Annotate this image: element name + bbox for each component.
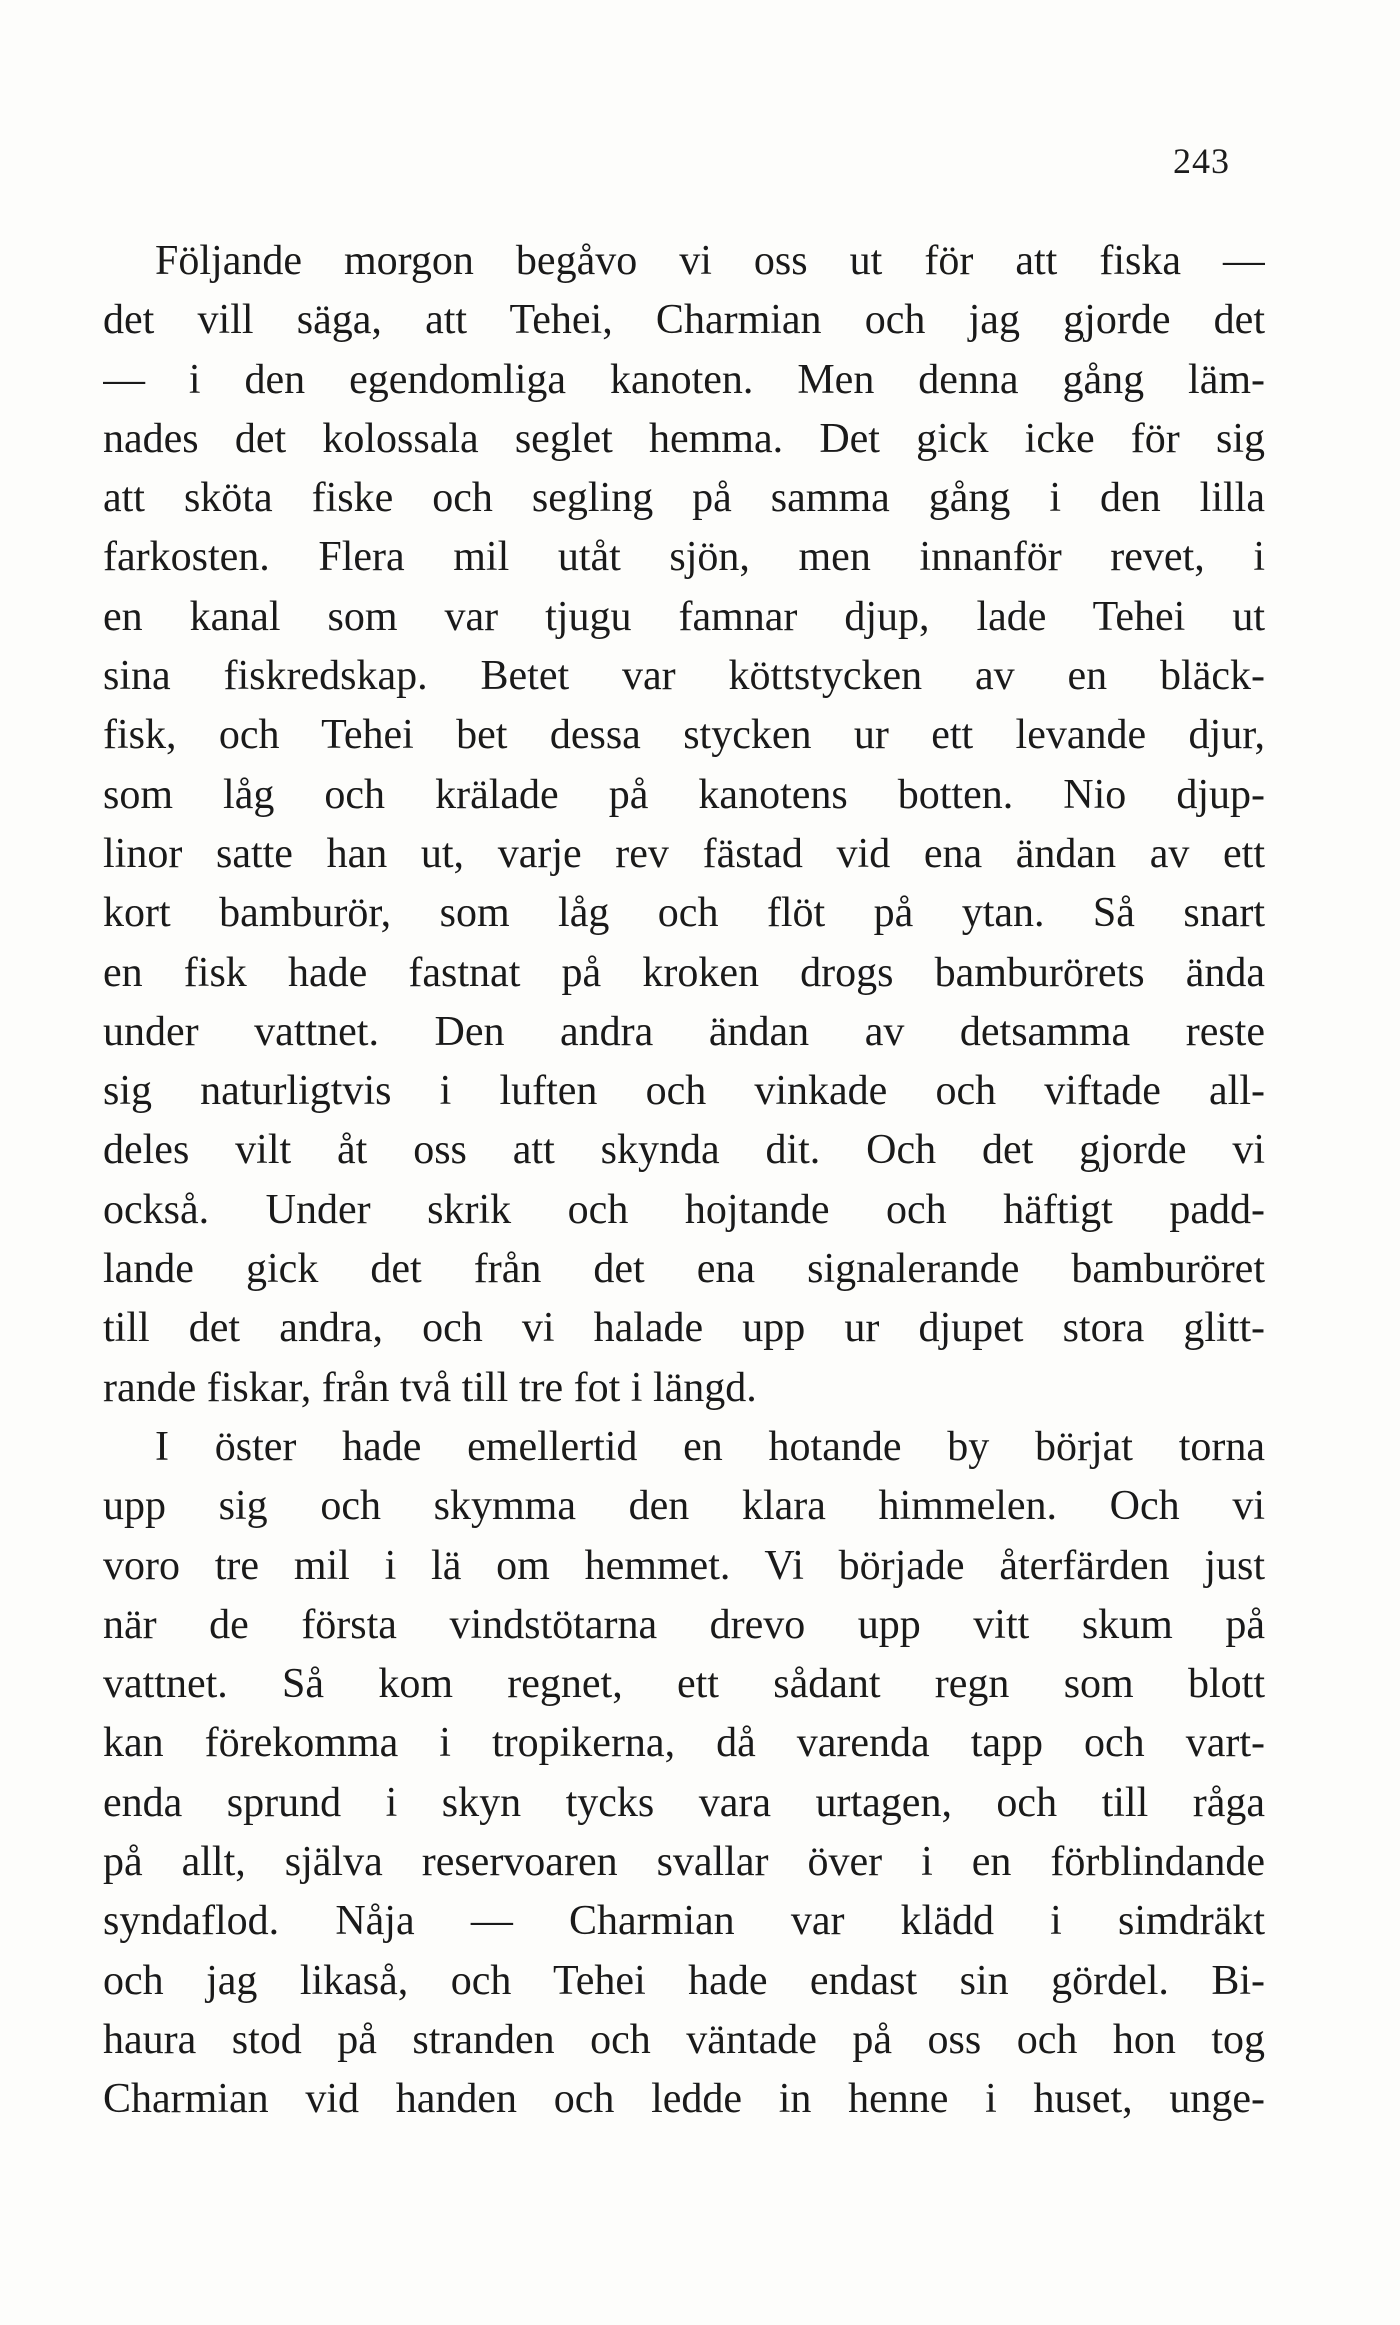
text-line: syndaflod. Nåja — Charmian var klädd i simdräkt bbox=[103, 1898, 1265, 1945]
text-line: linor satte han ut, varje rev fästad vid ena ändan av ett bbox=[103, 830, 1265, 877]
text-line: farkosten. Flera mil utåt sjön, men innanför revet, i bbox=[103, 534, 1265, 581]
text-line: och jag likaså, och Tehei hade endast sin gördel. Bi- bbox=[103, 1957, 1265, 2004]
text-line: haura stod på stranden och väntade på oss och hon tog bbox=[103, 2016, 1265, 2063]
text-line: rande fiskar, från två till tre fot i längd. bbox=[103, 1364, 757, 1411]
text-line: sig naturligtvis i luften och vinkade och viftade all- bbox=[103, 1068, 1265, 1115]
text-line: voro tre mil i lä om hemmet. Vi började återfärden just bbox=[103, 1542, 1265, 1589]
page-number: 243 bbox=[1173, 141, 1230, 181]
text-line: på allt, själva reservoaren svallar över i en förblindande bbox=[103, 1839, 1265, 1886]
text-line: I öster hade emellertid en hotande by börjat torna bbox=[155, 1423, 1265, 1470]
text-line: det vill säga, att Tehei, Charmian och jag gjorde det bbox=[103, 297, 1265, 344]
text-line: också. Under skrik och hojtande och häftigt padd- bbox=[103, 1186, 1265, 1233]
text-line: till det andra, och vi halade upp ur djupet stora glitt- bbox=[103, 1305, 1265, 1352]
text-line: kan förekomma i tropikerna, då varenda tapp och vart- bbox=[103, 1720, 1265, 1767]
text-line: Följande morgon begåvo vi oss ut för att fiska — bbox=[155, 238, 1265, 284]
text-line: kort bamburör, som låg och flöt på ytan. Så snart bbox=[103, 890, 1265, 937]
text-line: som låg och krälade på kanotens botten. Nio djup- bbox=[103, 771, 1265, 818]
text-line: enda sprund i skyn tycks vara urtagen, och till råga bbox=[103, 1779, 1265, 1826]
text-line: en kanal som var tjugu famnar djup, lade Tehei ut bbox=[103, 593, 1265, 640]
text-line: — i den egendomliga kanoten. Men denna gång läm- bbox=[103, 356, 1265, 403]
text-line: Charmian vid handen och ledde in henne i huset, unge- bbox=[103, 2076, 1265, 2123]
text-line: fisk, och Tehei bet dessa stycken ur ett levande djur, bbox=[103, 712, 1265, 759]
text-line: vattnet. Så kom regnet, ett sådant regn som blott bbox=[103, 1661, 1265, 1708]
text-line: en fisk hade fastnat på kroken drogs bamburörets ända bbox=[103, 949, 1265, 996]
text-line: nades det kolossala seglet hemma. Det gick icke för sig bbox=[103, 415, 1265, 462]
text-line: deles vilt åt oss att skynda dit. Och det gjorde vi bbox=[103, 1127, 1265, 1174]
text-line: under vattnet. Den andra ändan av detsamma reste bbox=[103, 1008, 1265, 1055]
text-line: lande gick det från det ena signalerande bamburöret bbox=[103, 1246, 1265, 1293]
text-line: när de första vindstötarna drevo upp vitt skum på bbox=[103, 1601, 1265, 1648]
text-line: att sköta fiske och segling på samma gång i den lilla bbox=[103, 475, 1265, 522]
text-line: upp sig och skymma den klara himmelen. Och vi bbox=[103, 1483, 1265, 1530]
text-line: sina fiskredskap. Betet var köttstycken av en bläck- bbox=[103, 653, 1265, 700]
body-text bbox=[103, 232, 1265, 2130]
